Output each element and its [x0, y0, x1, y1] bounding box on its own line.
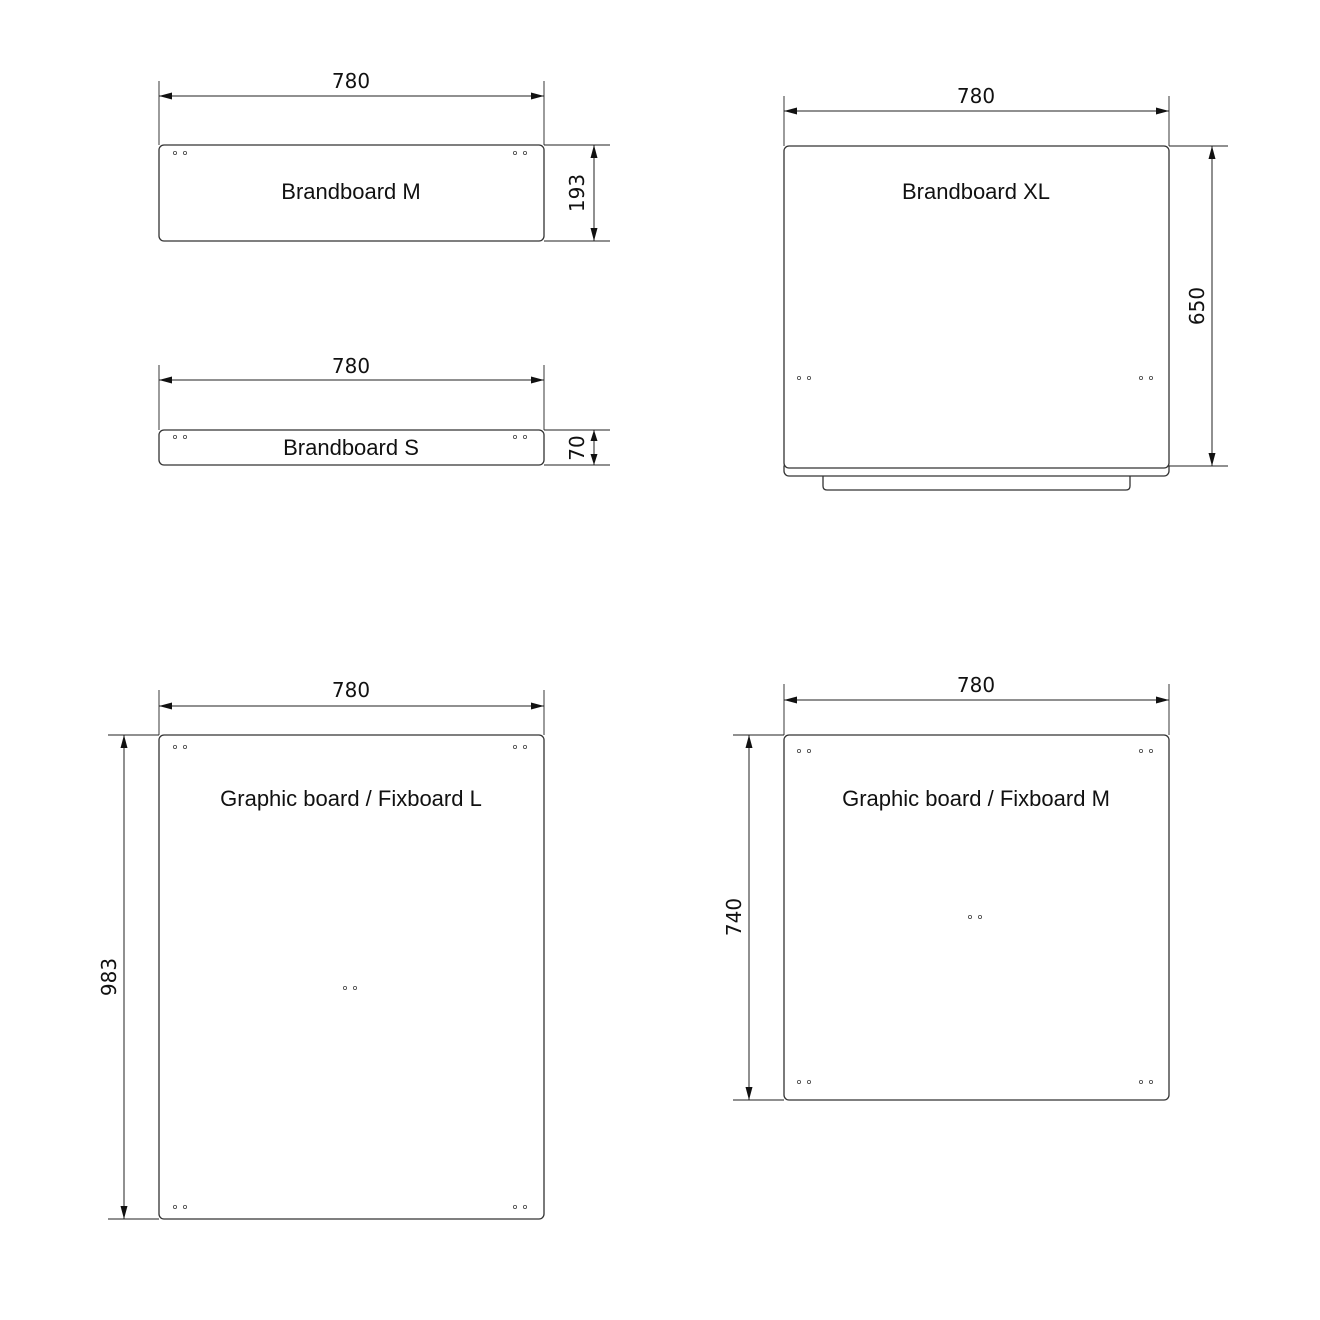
board-name: Brandboard M: [281, 179, 421, 204]
height-dimension: [544, 430, 610, 465]
width-label: 780: [956, 673, 996, 697]
board-graphic-board-l: [97, 678, 544, 1219]
height-dimension: [722, 735, 784, 1100]
board-brandboard-m: [159, 69, 610, 241]
board-brandboard-s: [159, 354, 610, 465]
height-label: 983: [97, 957, 121, 997]
width-dimension: [784, 84, 1169, 146]
height-dimension: [544, 145, 610, 241]
board-name: Brandboard XL: [902, 179, 1050, 204]
board-name: Graphic board / Fixboard L: [220, 786, 482, 811]
width-label: 780: [956, 84, 996, 108]
width-dimension: [159, 678, 544, 735]
board-graphic-board-m: [722, 673, 1169, 1100]
board-name: Brandboard S: [283, 435, 419, 460]
width-label: 780: [331, 354, 371, 378]
height-dimension: [1169, 146, 1228, 466]
width-dimension: [159, 354, 544, 430]
height-label: 740: [722, 897, 746, 937]
height-label: 70: [565, 435, 589, 461]
board-name: Graphic board / Fixboard M: [842, 786, 1110, 811]
width-label: 780: [331, 69, 371, 93]
board-brandboard-xl: [784, 84, 1228, 490]
height-label: 193: [565, 173, 589, 213]
width-dimension: [784, 673, 1169, 735]
width-label: 780: [331, 678, 371, 702]
height-label: 650: [1185, 286, 1209, 326]
height-dimension: [97, 735, 159, 1219]
width-dimension: [159, 69, 544, 145]
